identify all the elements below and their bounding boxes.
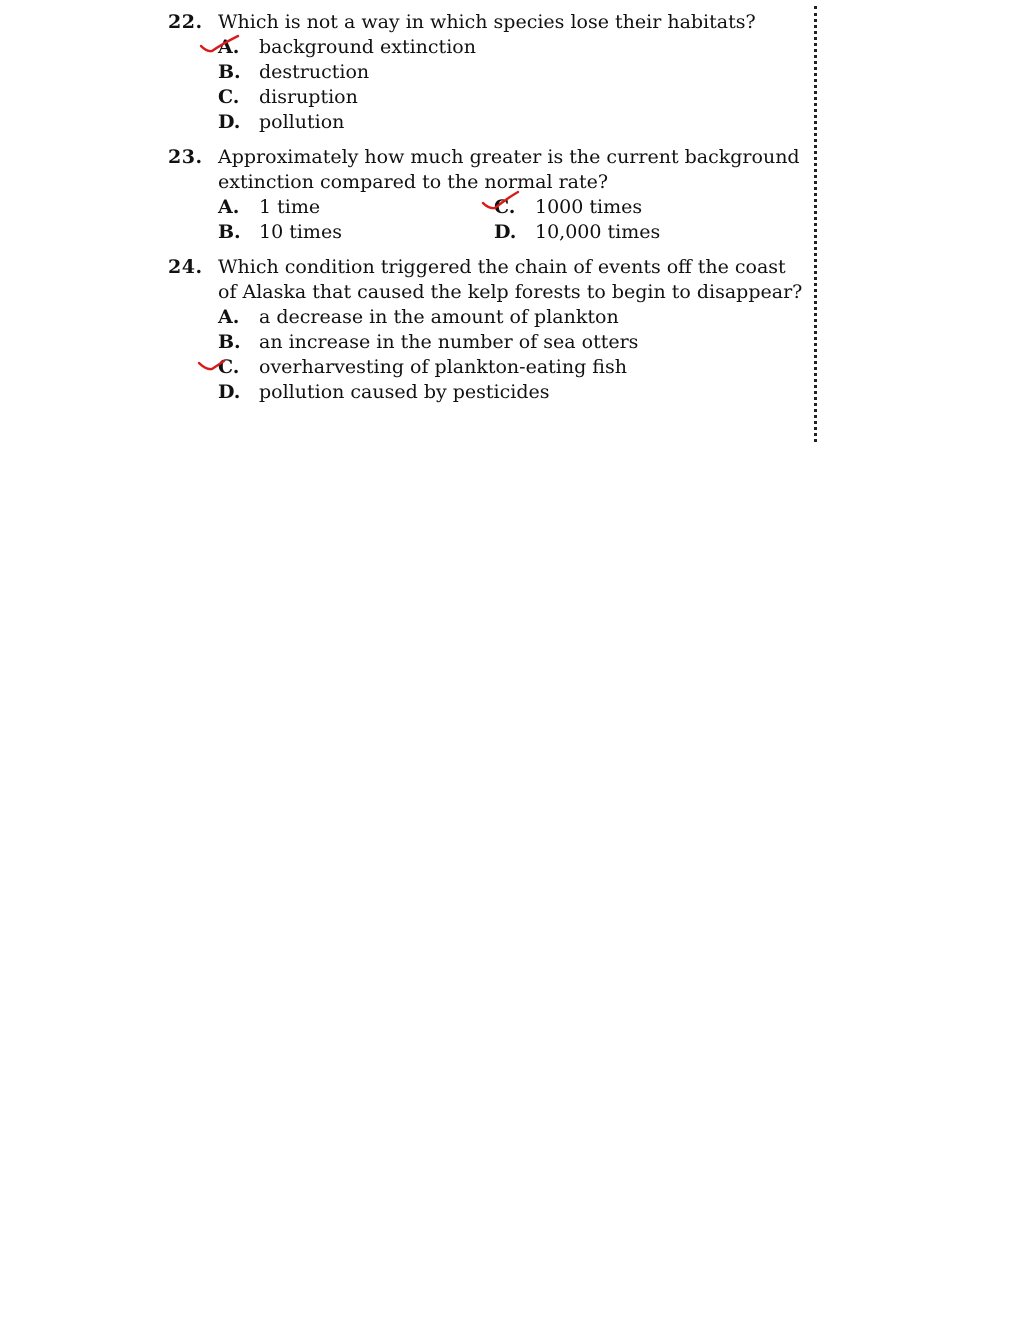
option-letter: B. bbox=[218, 61, 241, 83]
option-text: a decrease in the amount of plankton bbox=[259, 306, 619, 328]
option-text: overharvesting of plankton-eating fish bbox=[259, 356, 627, 378]
option-a[interactable] bbox=[218, 35, 808, 60]
option-text: background extinction bbox=[259, 36, 476, 58]
answer-options bbox=[218, 305, 808, 405]
question-number: 22. bbox=[168, 11, 203, 33]
option-b[interactable] bbox=[218, 220, 342, 245]
question-text: Approximately how much greater is the current background extinction compared to the normal rate? bbox=[218, 146, 800, 193]
option-letter: B. bbox=[218, 331, 241, 353]
question-text: Which is not a way in which species lose their habitats? bbox=[218, 11, 756, 33]
option-b[interactable] bbox=[218, 60, 808, 85]
question-24 bbox=[168, 255, 808, 405]
option-text: 1000 times bbox=[535, 196, 643, 218]
option-text: 10 times bbox=[259, 221, 342, 243]
option-text: pollution bbox=[259, 111, 345, 133]
option-letter: A. bbox=[218, 306, 240, 328]
option-letter: D. bbox=[218, 111, 241, 133]
option-text: an increase in the number of sea otters bbox=[259, 331, 639, 353]
option-letter: B. bbox=[218, 221, 241, 243]
option-d[interactable] bbox=[494, 220, 660, 245]
option-letter: A. bbox=[218, 36, 240, 58]
option-a[interactable] bbox=[218, 305, 808, 330]
question-number: 24. bbox=[168, 256, 203, 278]
option-letter: C. bbox=[218, 86, 240, 108]
check-mark-icon bbox=[196, 355, 240, 377]
option-letter: A. bbox=[218, 196, 240, 218]
check-mark-icon bbox=[480, 190, 524, 212]
option-d[interactable] bbox=[218, 380, 808, 405]
option-b[interactable] bbox=[218, 330, 808, 355]
check-mark-icon bbox=[198, 34, 242, 56]
option-letter: C. bbox=[494, 196, 516, 218]
option-d[interactable] bbox=[218, 110, 808, 135]
answer-options bbox=[218, 35, 808, 135]
option-a[interactable] bbox=[218, 195, 320, 220]
option-letter: D. bbox=[494, 221, 517, 243]
option-text: disruption bbox=[259, 86, 358, 108]
option-text: 10,000 times bbox=[535, 221, 661, 243]
option-letter: C. bbox=[218, 356, 240, 378]
option-c[interactable] bbox=[218, 85, 808, 110]
option-text: pollution caused by pesticides bbox=[259, 381, 550, 403]
question-22 bbox=[168, 10, 808, 135]
option-text: 1 time bbox=[259, 196, 321, 218]
option-text: destruction bbox=[259, 61, 370, 83]
question-number: 23. bbox=[168, 146, 203, 168]
question-text: Which condition triggered the chain of events off the coast of Alaska that caused the kelp forests to begin to disappear? bbox=[218, 256, 803, 303]
option-c[interactable] bbox=[218, 355, 808, 380]
option-letter: D. bbox=[218, 381, 241, 403]
dotted-cut-line bbox=[814, 6, 817, 442]
